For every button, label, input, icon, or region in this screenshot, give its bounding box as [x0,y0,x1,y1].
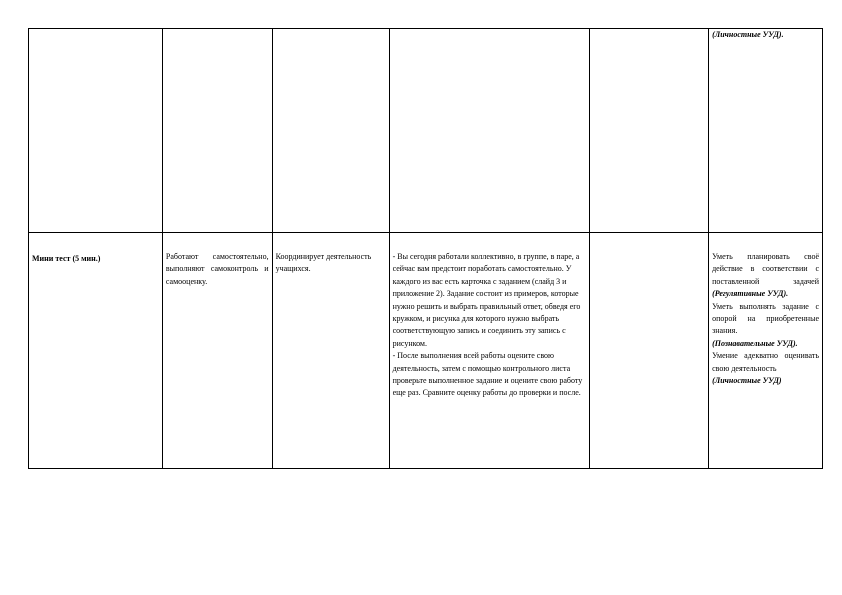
uud-text: Уметь планировать своё действие в соответствии с поставленной задачей [712,252,819,286]
table-cell [162,29,272,233]
uud-cell [709,233,823,469]
lesson-content-paragraph: - После выполнения всей работы оцените свою деятельность, затем с помощью контрольного листа проверьте выполненное задание и оцените свою работу еще раз. Сравните оценку работы до проверки и после. [392,351,583,398]
uud-text: Уметь выполнять задание с опорой на приобретенные знания. [712,301,819,336]
lesson-content-paragraph: - Вы сегодня работали коллективно, в группе, в паре, а сейчас вам предстоит поработать самостоятельно. У каждого из вас есть карточка с заданием (слайд 3 и приложение 2). Задание состоит из примеров, которые нужно решить и выбрать правильный ответ, обведя его кружком, и рисунка для которого нужно выбрать соответствующую запись и соединить эту запись с рисунком. [392,252,581,348]
students-activity-cell [162,233,272,469]
lesson-plan-table [28,28,823,469]
table-cell [29,29,163,233]
lesson-content-cell [389,233,589,469]
uud-tag-cognitive: (Познавательные УУД). [712,338,798,348]
students-activity-text: Работают самостоятельно, выполняют самоконтроль и самооценку. [165,252,269,286]
stage-title: Мини тест (5 мин.) [32,254,101,263]
table-cell [709,29,823,233]
table-cell [589,29,708,233]
teacher-activity-text: Координирует деятельность учащихся. [275,252,372,274]
uud-tag-personal: (Личностные УУД) [712,375,782,385]
uud-tag-regulative: (Регулятивные УУД). [712,289,789,299]
teacher-activity-cell [272,233,389,469]
table-row [29,29,823,233]
table-cell [589,233,708,469]
uud-note-personal: (Личностные УУД). [712,30,784,39]
stage-cell [29,233,163,469]
table-row [29,233,823,469]
table-cell [389,29,589,233]
uud-text: Умение адекватно оценивать свою деятельность [712,351,819,373]
table-cell [272,29,389,233]
